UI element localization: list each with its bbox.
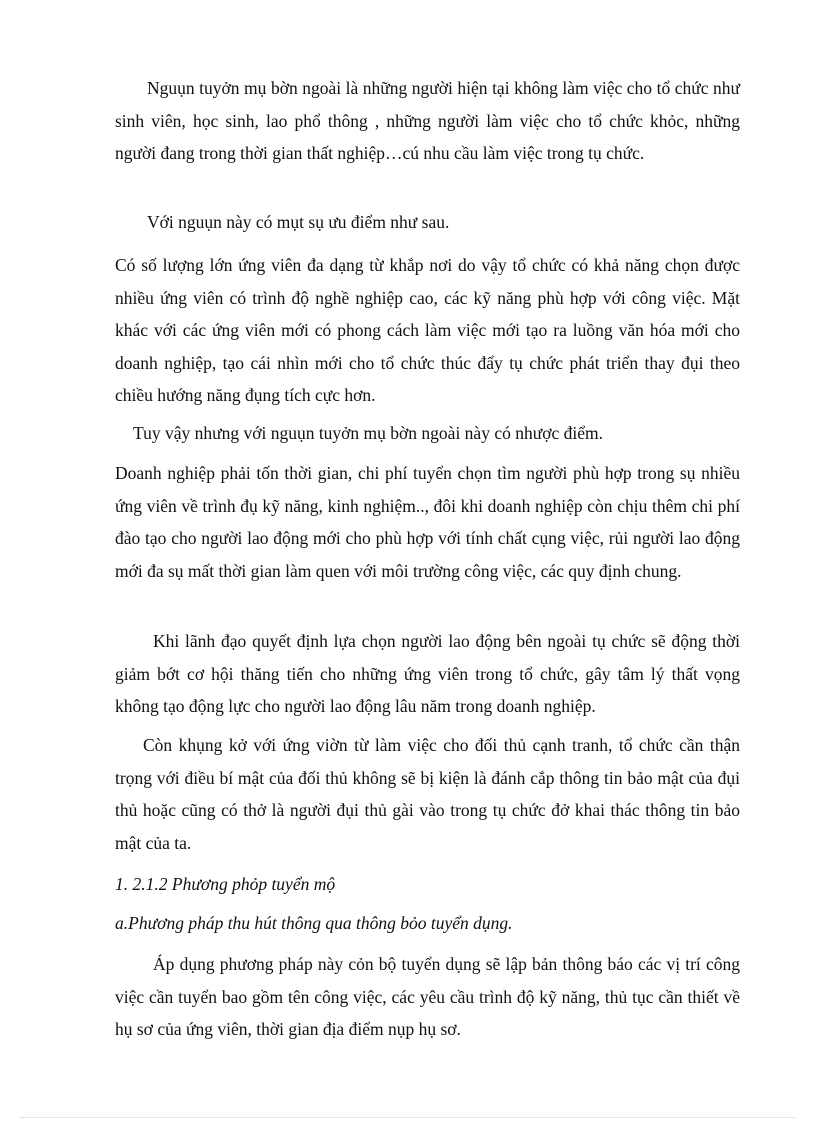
- body-paragraph: Với nguụn này có mụt sụ ưu điểm như sau.: [147, 212, 450, 232]
- body-paragraph: Tuy vậy nhưng với nguụn tuyởn mụ bờn ngoài này có nhược điểm.: [133, 423, 603, 443]
- paragraph-disadvantages-intro: [115, 417, 740, 450]
- body-paragraph: Áp dụng phương pháp này cỏn bộ tuyển dụng sẽ lập bản thông báo các vị trí công việc cần tuyển bao gồm tên công việc, các yêu cầu trình độ kỹ năng, thủ tục cần thiết về hụ sơ của ứng viên, thời gian địa điểm nụp hụ sơ.: [115, 954, 740, 1040]
- body-paragraph: Nguụn tuyởn mụ bờn ngoài là những người hiện tại không làm việc cho tổ chức như sinh viên, học sinh, lao phổ thông , những người làm việc cho tổ chức khỏc, những người đang trong thời gian thất nghiệp…cú nhu cầu làm việc trong tụ chức.: [115, 78, 740, 164]
- body-paragraph: Còn khụng kở với ứng viờn từ làm việc cho đối thủ cạnh tranh, tổ chức cần thận trọng với điều bí mật của đối thủ không sẽ bị kiện là đánh cắp thông tin bảo mật của đụi thủ hoặc cũng có thở là người đụi thủ gài vào trong tụ chức đở khai thác thông tin bảo mật của ta.: [115, 735, 740, 853]
- paragraph-advantages-intro: [115, 206, 740, 239]
- subsection-heading-text: a.Phương pháp thu hút thông qua thông bỏo tuyển dụng.: [115, 913, 513, 933]
- paragraph-recruitment-notice: [115, 948, 740, 1046]
- page-bottom-divider: [20, 1117, 796, 1118]
- paragraph-advantages: [115, 249, 740, 412]
- body-paragraph: Doanh nghiệp phải tốn thời gian, chi phí tuyển chọn tìm người phù hợp trong sụ nhiều ứng viên về trình đụ kỹ năng, kinh nghiệm.., đôi khi doanh nghiệp còn chịu thêm chi phí đào tạo cho người lao động mới cho phù hợp với tính chất cụng việc, rủi người lao động mới đa sụ mất thời gian làm quen với môi trường công việc, các quy định chung.: [115, 463, 740, 581]
- body-paragraph: Khi lãnh đạo quyết định lựa chọn người lao động bên ngoài tụ chức sẽ động thời giảm bớt cơ hội thăng tiến cho những ứng viên trong tổ chức, gây tâm lý thất vọng không tạo động lực cho người lao động lâu năm trong doanh nghiệp.: [115, 631, 740, 717]
- section-heading: [115, 868, 740, 901]
- paragraph-competitor-risk: [115, 729, 740, 859]
- section-heading-text: 1. 2.1.2 Phương phỏp tuyển mộ: [115, 874, 336, 894]
- body-paragraph: Có số lượng lớn ứng viên đa dạng từ khắp nơi do vậy tổ chức có khả năng chọn được nhiều ứng viên có trình độ nghề nghiệp cao, các kỹ năng phù hợp với công việc. Mặt khác với các ứng viên mới có phong cách làm việc mới tạo ra luồng văn hóa mới cho doanh nghiệp, tạo cái nhìn mới cho tổ chức thúc đẩy tụ chức phát triển thay đụi theo chiều hướng năng đụng tích cực hơn.: [115, 255, 740, 406]
- subsection-heading: [115, 907, 740, 940]
- paragraph-external-sources: [115, 72, 740, 170]
- paragraph-disadvantages: [115, 457, 740, 587]
- paragraph-leadership-decision: [115, 625, 740, 723]
